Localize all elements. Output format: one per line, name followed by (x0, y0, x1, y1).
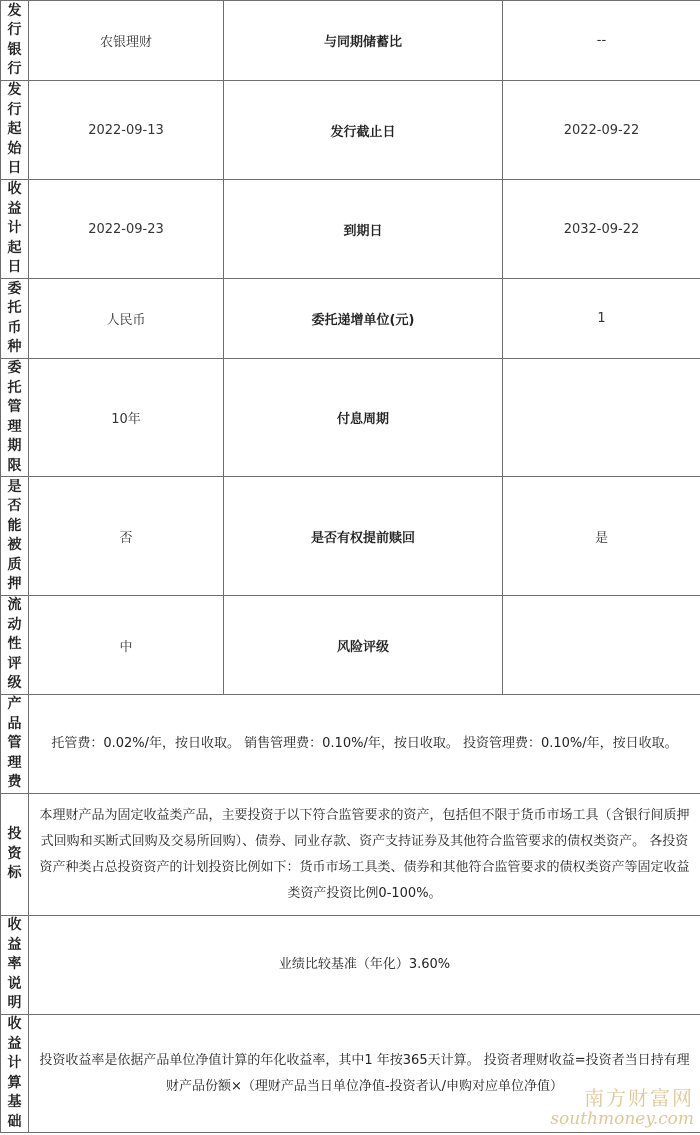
row-header: 发行起始日 (1, 81, 29, 180)
table-row (1, 596, 700, 695)
field-value (503, 596, 700, 695)
table-row (1, 1015, 700, 1133)
issuing-bank-value: 农银理财 (29, 1, 224, 81)
field-value (503, 359, 700, 477)
yield-calculation-text: 投资收益率是依据产品单位净值计算的年化收益率，其中1 年按365天计算。 投资者理财收益=投资者当日持有理财产品份额×（理财产品当日单位净值-投资者认/申购对应单位净值） (29, 1015, 700, 1133)
field-value: 是 (503, 477, 700, 596)
interest-start-value: 2022-09-23 (29, 180, 224, 279)
field-value: 2032-09-22 (503, 180, 700, 279)
table-row (1, 81, 700, 180)
table-row (1, 180, 700, 279)
field-label: 是否有权提前赎回 (224, 477, 503, 596)
management-fee-text: 托管费：0.02%/年，按日收取。 销售管理费：0.10%/年，按日收取。 投资管理费：0.10%/年，按日收取。 (29, 695, 700, 794)
yield-description-text: 业绩比较基准（年化）3.60% (29, 916, 700, 1015)
field-label: 到期日 (224, 180, 503, 279)
table-row (1, 359, 700, 477)
liquidity-value: 中 (29, 596, 224, 695)
field-label: 付息周期 (224, 359, 503, 477)
row-header: 收益率说明 (1, 916, 29, 1015)
table-row (1, 1, 700, 81)
watermark-cn: 南方财富网 (584, 1086, 694, 1110)
investment-target-text: 本理财产品为固定收益类产品，主要投资于以下符合监管要求的资产，包括但不限于货币市场工具（含银行间质押式回购和买断式回购及交易所回购）、债券、同业存款、资产支持证券及其他符合监管要求的债权类资产。 各投资资产种类占总投资资产的计划投资比例如下：货币市场工具类、债券和其他符合监管要求的债权类资产等固定收益类资产投资比例0-100%。 (29, 794, 700, 916)
row-header: 发行银行 (1, 1, 29, 81)
row-header: 收益计起日 (1, 180, 29, 279)
table-row (1, 279, 700, 359)
row-header: 是否能被质押 (1, 477, 29, 596)
table-row (1, 477, 700, 596)
row-header: 产品管理费 (1, 695, 29, 794)
term-value: 10年 (29, 359, 224, 477)
watermark-en: southmoney.com (550, 1109, 694, 1129)
table-row (1, 794, 700, 916)
pledge-value: 否 (29, 477, 224, 596)
currency-value: 人民币 (29, 279, 224, 359)
field-label: 与同期储蓄比 (224, 1, 503, 81)
row-header: 投资标 (1, 794, 29, 916)
field-value: -- (503, 1, 700, 81)
field-label: 风险评级 (224, 596, 503, 695)
field-label: 发行截止日 (224, 81, 503, 180)
field-value: 1 (503, 279, 700, 359)
row-header: 委托币种 (1, 279, 29, 359)
field-label: 委托递增单位(元) (224, 279, 503, 359)
table-row (1, 695, 700, 794)
table-row (1, 916, 700, 1015)
row-header: 委托管理期限 (1, 359, 29, 477)
issue-start-value: 2022-09-13 (29, 81, 224, 180)
row-header: 收益计算基础 (1, 1015, 29, 1133)
field-value: 2022-09-22 (503, 81, 700, 180)
row-header: 流动性评级 (1, 596, 29, 695)
